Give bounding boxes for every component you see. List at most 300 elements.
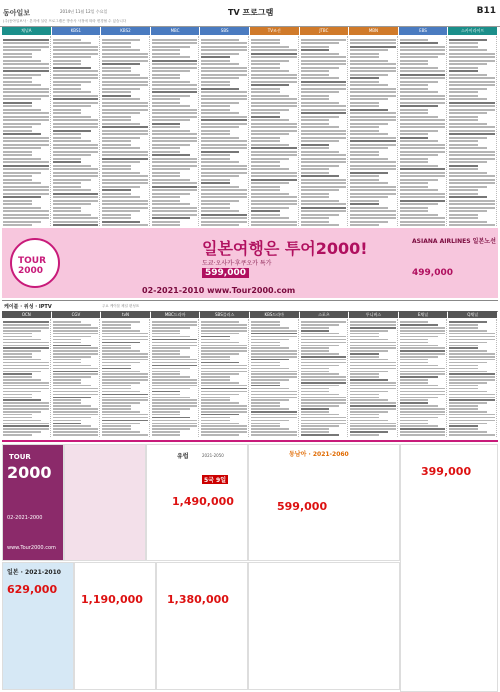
schedule-row xyxy=(152,397,190,399)
schedule-row xyxy=(3,330,41,332)
schedule-row xyxy=(201,399,230,401)
schedule-row xyxy=(53,379,82,381)
schedule-row xyxy=(102,98,140,100)
schedule-row xyxy=(350,342,396,344)
schedule-row xyxy=(301,130,347,132)
schedule-row xyxy=(53,67,91,69)
schedule-row xyxy=(350,382,396,384)
schedule-row xyxy=(449,345,478,347)
schedule-row xyxy=(201,428,247,430)
schedule-row xyxy=(102,391,140,393)
schedule-row xyxy=(201,109,230,111)
schedule-row xyxy=(102,356,148,358)
schedule-row xyxy=(449,428,478,430)
schedule-column xyxy=(101,36,150,226)
schedule-row xyxy=(102,376,148,378)
schedule-row xyxy=(449,49,487,51)
schedule-column xyxy=(200,36,249,226)
schedule-row xyxy=(53,402,82,404)
schedule-row xyxy=(400,408,446,410)
schedule-row xyxy=(3,60,41,62)
schedule-row xyxy=(53,74,99,76)
schedule-row xyxy=(3,207,41,209)
schedule-row xyxy=(102,333,148,335)
schedule-row xyxy=(102,402,140,404)
schedule-row xyxy=(449,359,495,361)
schedule-row xyxy=(53,109,82,111)
schedule-row xyxy=(350,394,379,396)
schedule-row xyxy=(301,186,347,188)
schedule-row xyxy=(152,130,190,132)
schedule-row xyxy=(301,210,347,212)
schedule-row xyxy=(449,53,495,55)
schedule-row xyxy=(251,428,289,430)
schedule-row xyxy=(3,324,49,326)
schedule-row xyxy=(400,342,429,344)
schedule-row xyxy=(152,224,181,226)
schedule-row xyxy=(301,408,330,410)
schedule-row xyxy=(350,189,396,191)
schedule-row xyxy=(301,214,339,216)
sea-price: 599,000 xyxy=(277,500,328,513)
schedule-row xyxy=(53,42,91,44)
schedule-row xyxy=(400,434,446,436)
schedule-row xyxy=(102,102,148,104)
schedule-row xyxy=(449,179,495,181)
schedule-row xyxy=(251,84,289,86)
schedule-row xyxy=(201,382,239,384)
schedule-row xyxy=(152,116,198,118)
schedule-row xyxy=(102,217,131,219)
schedule-row xyxy=(301,353,339,355)
schedule-row xyxy=(201,425,247,427)
schedule-row xyxy=(102,151,148,153)
europe-title: 유럽 xyxy=(177,453,189,460)
schedule-row xyxy=(400,376,438,378)
schedule-row xyxy=(301,70,330,72)
schedule-row xyxy=(400,81,438,83)
schedule-row xyxy=(301,350,330,352)
schedule-row xyxy=(53,207,82,209)
schedule-row xyxy=(102,417,148,419)
schedule-row xyxy=(3,144,49,146)
schedule-row xyxy=(449,342,487,344)
schedule-row xyxy=(53,116,91,118)
schedule-row xyxy=(152,350,181,352)
schedule-row xyxy=(201,394,239,396)
schedule-row xyxy=(53,172,99,174)
schedule-row xyxy=(102,345,131,347)
schedule-row xyxy=(152,196,181,198)
schedule-column xyxy=(2,319,51,437)
schedule-row xyxy=(350,399,388,401)
schedule-row xyxy=(53,49,99,51)
schedule-row xyxy=(3,56,32,58)
schedule-row xyxy=(251,140,280,142)
schedule-row xyxy=(449,88,487,90)
schedule-row xyxy=(251,425,280,427)
schedule-row xyxy=(152,434,181,436)
schedule-row xyxy=(350,376,379,378)
schedule-row xyxy=(449,405,478,407)
schedule-row xyxy=(449,200,495,202)
schedule-row xyxy=(152,70,190,72)
schedule-row xyxy=(53,425,91,427)
schedule-row xyxy=(201,362,239,364)
schedule-row xyxy=(3,431,41,433)
schedule-column xyxy=(250,36,299,226)
schedule-row xyxy=(449,388,478,390)
schedule-row xyxy=(102,88,140,90)
schedule-row xyxy=(102,339,148,341)
schedule-row xyxy=(53,333,99,335)
schedule-row xyxy=(3,408,49,410)
schedule-row xyxy=(53,388,99,390)
schedule-row xyxy=(400,137,429,139)
schedule-row xyxy=(301,39,347,41)
schedule-row xyxy=(53,224,99,226)
schedule-row xyxy=(152,214,198,216)
schedule-row xyxy=(350,42,396,44)
schedule-row xyxy=(53,408,99,410)
schedule-row xyxy=(400,158,429,160)
schedule-column xyxy=(448,319,497,437)
schedule-row xyxy=(201,417,230,419)
schedule-row xyxy=(53,376,91,378)
schedule-row xyxy=(449,336,495,338)
schedule-row xyxy=(251,137,280,139)
section-title: TV 프로그램 xyxy=(228,8,274,17)
schedule-row xyxy=(3,63,49,65)
schedule-row xyxy=(449,112,487,114)
schedule-row xyxy=(400,321,429,323)
schedule-row xyxy=(301,140,339,142)
schedule-row xyxy=(102,158,148,160)
schedule-row xyxy=(301,98,330,100)
schedule-row xyxy=(301,368,330,370)
schedule-row xyxy=(3,126,32,128)
tour-logo: TOUR 2000 xyxy=(10,238,60,288)
schedule-row xyxy=(152,172,181,174)
schedule-row xyxy=(152,336,190,338)
schedule-row xyxy=(251,399,289,401)
schedule-row xyxy=(201,116,247,118)
schedule-row xyxy=(350,133,388,135)
europe-price: 1,490,000 xyxy=(172,495,234,508)
schedule-row xyxy=(201,186,239,188)
schedule-row xyxy=(152,324,198,326)
schedule-row xyxy=(449,105,495,107)
schedule-row xyxy=(53,330,99,332)
schedule-row xyxy=(251,362,280,364)
schedule-row xyxy=(400,414,446,416)
schedule-row xyxy=(3,417,32,419)
schedule-row xyxy=(449,408,478,410)
schedule-row xyxy=(201,42,247,44)
schedule-row xyxy=(3,376,32,378)
schedule-row xyxy=(152,151,181,153)
schedule-column xyxy=(151,36,200,226)
schedule-row xyxy=(251,165,280,167)
schedule-row xyxy=(350,193,396,195)
schedule-row xyxy=(201,77,239,79)
schedule-row xyxy=(400,175,446,177)
schedule-column xyxy=(349,319,398,437)
ad-panel-china-2 xyxy=(156,562,248,690)
schedule-row xyxy=(449,161,487,163)
schedule-row xyxy=(350,119,396,121)
schedule-row xyxy=(53,158,82,160)
schedule-row xyxy=(201,53,239,55)
schedule-row xyxy=(251,88,280,90)
schedule-row xyxy=(3,109,41,111)
schedule-row xyxy=(152,379,198,381)
japan-label: 일본 · 2021-2010 xyxy=(7,569,61,576)
schedule-row xyxy=(400,391,446,393)
schedule-row xyxy=(3,140,49,142)
schedule-row xyxy=(102,324,131,326)
schedule-row xyxy=(350,56,379,58)
schedule-row xyxy=(152,98,181,100)
cable-channel-header-9: Q채널 xyxy=(448,311,497,318)
schedule-row xyxy=(53,420,82,422)
schedule-row xyxy=(152,63,198,65)
schedule-row xyxy=(53,193,99,195)
schedule-row xyxy=(301,88,347,90)
schedule-row xyxy=(53,140,91,142)
schedule-row xyxy=(350,417,379,419)
tour-ad-bottom[interactable] xyxy=(2,440,498,690)
schedule-row xyxy=(201,56,230,58)
schedule-row xyxy=(201,414,239,416)
schedule-row xyxy=(400,88,429,90)
schedule-row xyxy=(449,91,478,93)
schedule-row xyxy=(301,376,347,378)
schedule-row xyxy=(350,151,379,153)
schedule-row xyxy=(3,224,32,226)
schedule-row xyxy=(152,327,190,329)
schedule-row xyxy=(102,365,131,367)
schedule-row xyxy=(152,179,190,181)
schedule-row xyxy=(251,207,289,209)
schedule-row xyxy=(53,342,82,344)
schedule-row xyxy=(53,414,99,416)
schedule-row xyxy=(449,42,478,44)
schedule-row xyxy=(3,137,49,139)
schedule-row xyxy=(449,382,487,384)
schedule-row xyxy=(251,175,297,177)
sea-label: 동남아 · 2021-2060 xyxy=(289,451,349,458)
schedule-row xyxy=(400,42,438,44)
schedule-row xyxy=(449,109,495,111)
schedule-row xyxy=(251,81,297,83)
schedule-row xyxy=(301,203,347,205)
schedule-row xyxy=(251,394,297,396)
schedule-row xyxy=(251,130,297,132)
schedule-row xyxy=(3,420,41,422)
schedule-row xyxy=(301,109,347,111)
schedule-row xyxy=(201,74,247,76)
schedule-row xyxy=(53,356,91,358)
schedule-row xyxy=(449,193,478,195)
schedule-row xyxy=(400,74,446,76)
schedule-row xyxy=(201,214,247,216)
schedule-row xyxy=(53,189,91,191)
schedule-row xyxy=(3,193,49,195)
schedule-row xyxy=(301,324,339,326)
cable-channel-header-4: SBS플러스 xyxy=(200,311,249,318)
schedule-row xyxy=(350,77,379,79)
schedule-row xyxy=(152,60,198,62)
schedule-row xyxy=(152,102,181,104)
schedule-row xyxy=(251,42,280,44)
schedule-row xyxy=(102,56,148,58)
schedule-row xyxy=(400,109,429,111)
schedule-row xyxy=(102,368,131,370)
schedule-row xyxy=(152,53,181,55)
cable-section-title: 케이블 · 위성 · IPTV xyxy=(4,304,52,310)
schedule-row xyxy=(102,130,148,132)
schedule-row xyxy=(400,385,438,387)
issue-date: 2014년 11월 12일 수요일 xyxy=(60,9,108,14)
schedule-row xyxy=(400,140,438,142)
schedule-row xyxy=(53,434,99,436)
schedule-row xyxy=(400,56,438,58)
schedule-row xyxy=(350,359,388,361)
schedule-row xyxy=(449,81,495,83)
schedule-column xyxy=(399,36,448,226)
schedule-row xyxy=(3,81,32,83)
schedule-row xyxy=(251,408,289,410)
schedule-row xyxy=(3,217,49,219)
schedule-row xyxy=(449,70,478,72)
schedule-row xyxy=(3,425,49,427)
schedule-row xyxy=(449,130,495,132)
schedule-row xyxy=(102,350,140,352)
schedule-row xyxy=(449,123,487,125)
schedule-row xyxy=(201,189,247,191)
schedule-row xyxy=(350,408,396,410)
ad-panel-italy xyxy=(64,444,146,561)
schedule-row xyxy=(3,123,41,125)
ad-panel-right xyxy=(400,444,498,692)
schedule-row xyxy=(449,431,487,433)
schedule-row xyxy=(251,224,297,226)
schedule-row xyxy=(201,137,239,139)
cable-channel-header-0: OCN xyxy=(2,311,51,318)
schedule-row xyxy=(3,365,49,367)
schedule-row xyxy=(201,63,239,65)
schedule-row xyxy=(251,95,289,97)
schedule-row xyxy=(350,126,379,128)
schedule-row xyxy=(251,123,297,125)
schedule-row xyxy=(53,60,82,62)
schedule-row xyxy=(350,144,396,146)
schedule-row xyxy=(350,95,396,97)
schedule-row xyxy=(152,385,198,387)
schedule-row xyxy=(53,371,99,373)
schedule-row xyxy=(3,186,49,188)
schedule-row xyxy=(400,151,446,153)
schedule-row xyxy=(301,91,339,93)
schedule-row xyxy=(201,102,239,104)
schedule-row xyxy=(53,362,82,364)
schedule-row xyxy=(53,385,91,387)
channel-header-1: KBS1 xyxy=(52,27,101,35)
schedule-row xyxy=(3,368,49,370)
schedule-row xyxy=(53,105,91,107)
schedule-row xyxy=(53,203,91,205)
schedule-row xyxy=(201,431,247,433)
schedule-row xyxy=(350,423,396,425)
schedule-row xyxy=(102,207,148,209)
schedule-row xyxy=(102,193,131,195)
schedule-row xyxy=(400,196,446,198)
schedule-row xyxy=(201,49,247,51)
schedule-row xyxy=(152,359,198,361)
schedule-row xyxy=(201,434,239,436)
schedule-row xyxy=(449,423,487,425)
schedule-row xyxy=(102,388,131,390)
schedule-row xyxy=(3,428,49,430)
schedule-row xyxy=(53,126,99,128)
schedule-row xyxy=(400,350,446,352)
schedule-row xyxy=(301,207,347,209)
schedule-row xyxy=(301,402,347,404)
schedule-row xyxy=(301,77,339,79)
ad-panel-japan xyxy=(2,562,74,690)
schedule-row xyxy=(3,49,41,51)
schedule-row xyxy=(301,411,330,413)
page-header xyxy=(0,0,500,27)
schedule-row xyxy=(102,133,148,135)
schedule-row xyxy=(251,391,297,393)
schedule-row xyxy=(449,74,487,76)
schedule-row xyxy=(201,182,230,184)
schedule-row xyxy=(152,186,198,188)
schedule-row xyxy=(350,339,388,341)
schedule-row xyxy=(201,147,247,149)
schedule-row xyxy=(102,394,148,396)
schedule-row xyxy=(201,165,247,167)
schedule-row xyxy=(350,373,379,375)
schedule-row xyxy=(301,388,330,390)
schedule-row xyxy=(350,420,388,422)
schedule-row xyxy=(102,327,131,329)
schedule-row xyxy=(3,405,49,407)
schedule-row xyxy=(350,168,396,170)
schedule-row xyxy=(301,345,339,347)
schedule-row xyxy=(400,70,446,72)
schedule-row xyxy=(152,49,181,51)
schedule-row xyxy=(400,189,438,191)
schedule-row xyxy=(102,116,131,118)
schedule-row xyxy=(53,102,99,104)
schedule-row xyxy=(251,385,280,387)
tour-ad-banner[interactable] xyxy=(2,228,498,298)
schedule-row xyxy=(53,394,99,396)
schedule-row xyxy=(53,63,82,65)
schedule-row xyxy=(102,214,131,216)
schedule-row xyxy=(449,102,495,104)
schedule-row xyxy=(3,394,32,396)
schedule-row xyxy=(3,175,32,177)
schedule-row xyxy=(301,217,330,219)
cable-channel-bar xyxy=(2,311,498,318)
schedule-row xyxy=(400,327,446,329)
schedule-row xyxy=(201,200,239,202)
schedule-row xyxy=(449,321,487,323)
